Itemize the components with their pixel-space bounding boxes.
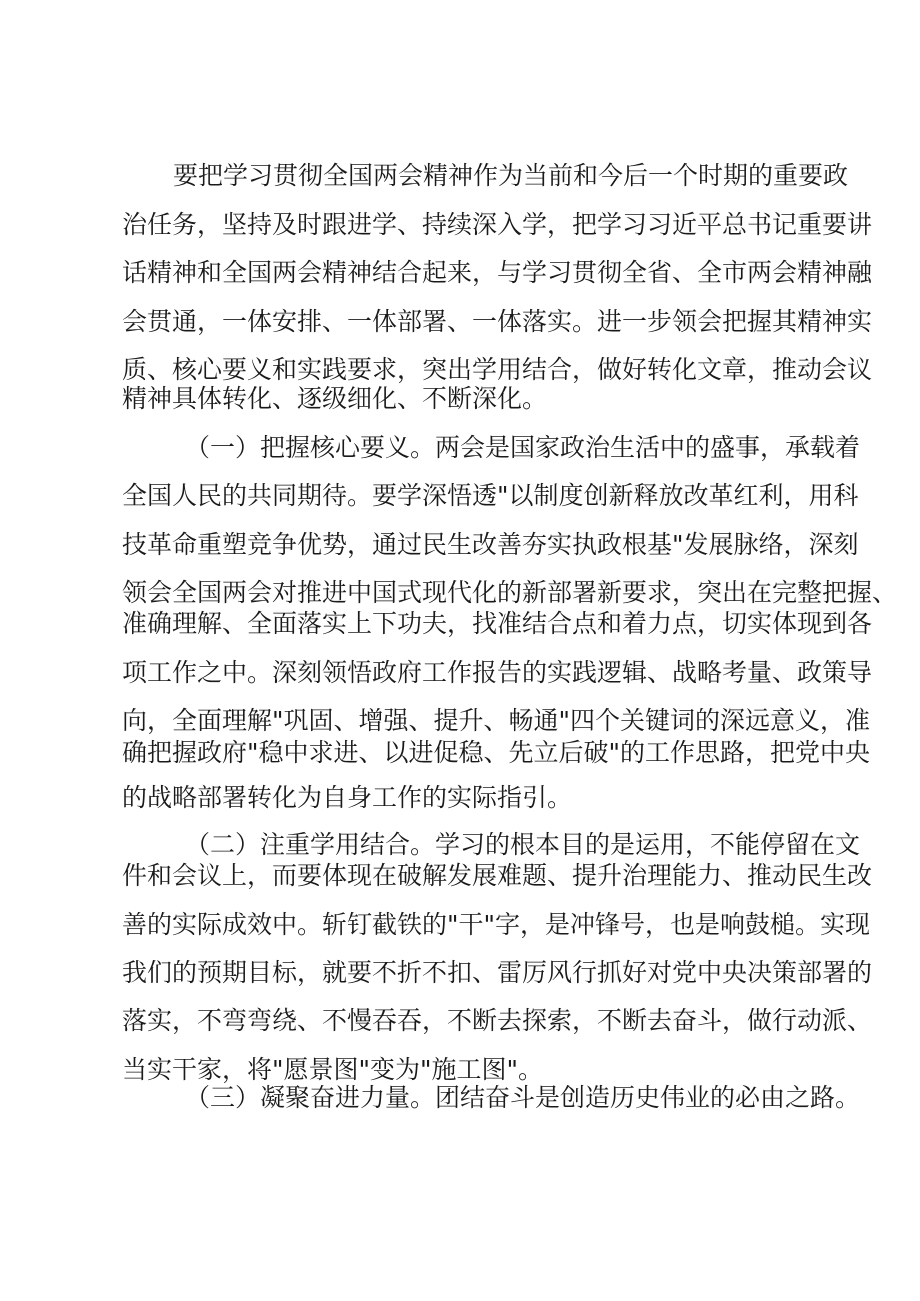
- line-text: 我们的预期目标，就要不折不扣、雷厉风行抓好对党中央决策部署的: [122, 958, 873, 987]
- line-text: 治任务，坚持及时跟进学、持续深入学，把学习习近平总书记重要讲: [122, 210, 873, 239]
- text-line: [0, 156, 920, 196]
- line-text: 向，全面理解"巩固、增强、提升、畅通"四个关键词的深远意义，准: [122, 706, 871, 735]
- line-text: 精神具体转化、逐级细化、不断深化。: [122, 384, 548, 413]
- text-line: [0, 1078, 920, 1118]
- text-line: [0, 476, 920, 516]
- line-text: 会贯通，一体安排、一体部署、一体落实。进一步领会把握其精神实: [122, 307, 873, 336]
- text-line: [0, 379, 920, 419]
- text-line: [0, 604, 920, 644]
- text-line: [0, 525, 920, 565]
- text-line: [0, 205, 920, 245]
- line-text: 全国人民的共同期待。要学深悟透"以制度创新释放改革红利，用科: [122, 481, 859, 510]
- text-line: [0, 856, 920, 896]
- text-line: [0, 905, 920, 945]
- text-line: [0, 253, 920, 293]
- text-line: [0, 653, 920, 693]
- text-line: [0, 302, 920, 342]
- line-text: （二）注重学用结合。学习的根本目的是运用，不能停留在文: [185, 830, 861, 859]
- line-text: 要把学习贯彻全国两会精神作为当前和今后一个时期的重要政: [173, 161, 849, 190]
- line-text: 的战略部署转化为自身工作的实际指引。: [122, 783, 573, 812]
- line-text: 确把握政府"稳中求进、以进促稳、先立后破"的工作思路，把党中央: [122, 738, 871, 767]
- line-text: 准确理解、全面落实上下功夫，找准结合点和着力点，切实体现到各: [122, 609, 873, 638]
- line-text: 件和会议上，而要体现在破解发展难题、提升治理能力、推动民生改: [122, 861, 873, 890]
- text-line: [0, 953, 920, 993]
- line-text: 领会全国两会对推进中国式现代化的新部署新要求，突出在完整把握、: [122, 578, 898, 607]
- line-text: （一）把握核心要义。两会是国家政治生活中的盛事，承载着: [185, 433, 861, 462]
- line-text: （三）凝聚奋进力量。团结奋斗是创造历史伟业的必由之路。: [185, 1083, 861, 1112]
- line-text: 落实，不弯弯绕、不慢吞吞，不断去探索，不断去奋斗，做行动派、: [122, 1006, 873, 1035]
- text-line: [0, 1001, 920, 1041]
- line-text: 技革命重塑竞争优势，通过民生改善夯实执政根基"发展脉络，深刻: [122, 530, 859, 559]
- line-text: 话精神和全国两会精神结合起来，与学习贯彻全省、全市两会精神融: [122, 258, 873, 287]
- text-line: [0, 778, 920, 818]
- text-line: [0, 733, 920, 773]
- line-text: 质、核心要义和实践要求，突出学用结合，做好转化文章，推动会议: [122, 355, 873, 384]
- line-text: 当实干家，将"愿景图"变为"施工图"。: [122, 1055, 543, 1084]
- line-text: 项工作之中。深刻领悟政府工作报告的实践逻辑、战略考量、政策导: [122, 658, 873, 687]
- text-line: [0, 428, 920, 468]
- line-text: 善的实际成效中。斩钉截铁的"干"字，是冲锋号，也是响鼓槌。实现: [122, 910, 871, 939]
